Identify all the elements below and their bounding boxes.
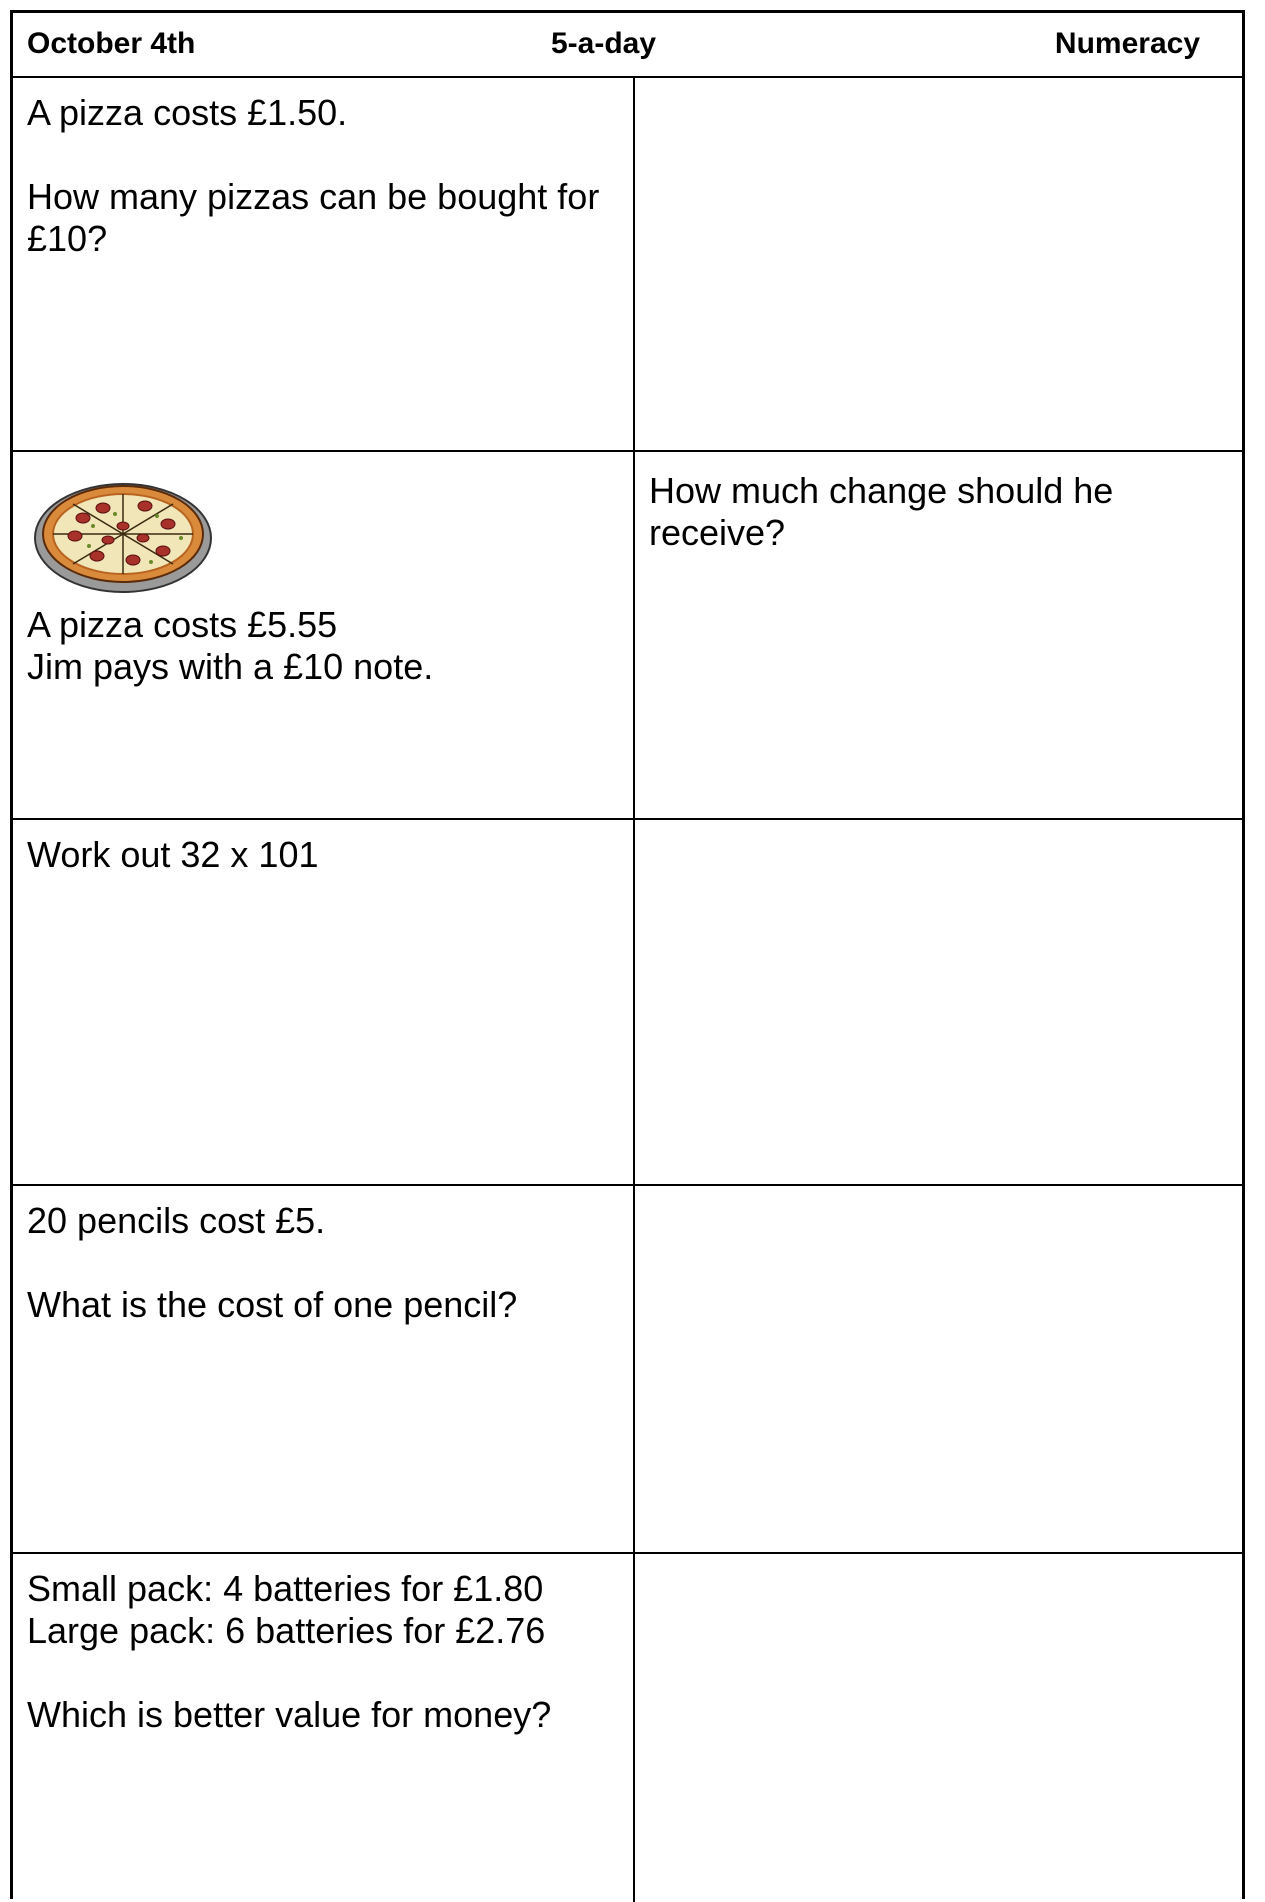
- question-4-text-1: 20 pencils cost £5.: [27, 1200, 326, 1241]
- header-date: October 4th: [27, 27, 196, 60]
- question-2-cell: [13, 452, 635, 818]
- question-5-cell: [13, 1554, 635, 1902]
- header-subject: Numeracy: [1054, 27, 1200, 60]
- question-2-text-2: Jim pays with a £10 note.: [27, 646, 434, 687]
- question-5-text-2: Large pack: 6 batteries for £2.76: [27, 1610, 546, 1651]
- question-row-5: [13, 1554, 1242, 1902]
- question-1-text-2: How many pizzas can be bought for £10?: [27, 176, 600, 259]
- question-3-cell: [13, 820, 635, 1184]
- answer-1-cell[interactable]: [635, 78, 1242, 450]
- pizza-image: [33, 476, 213, 596]
- header-title: 5-a-day: [551, 27, 657, 60]
- question-row-3: [13, 820, 1242, 1186]
- question-4-cell: [13, 1186, 635, 1552]
- question-row-2: [13, 452, 1242, 820]
- question-1-cell: [13, 78, 635, 450]
- answer-4-cell[interactable]: [635, 1186, 1242, 1552]
- worksheet-header: [13, 13, 1242, 78]
- question-5-text-1: Small pack: 4 batteries for £1.80: [27, 1568, 544, 1609]
- answer-2-cell[interactable]: [635, 452, 1242, 818]
- answer-5-cell[interactable]: [635, 1554, 1242, 1902]
- question-5-text-3: Which is better value for money?: [27, 1694, 552, 1735]
- answer-3-cell[interactable]: [635, 820, 1242, 1184]
- question-1-text-1: A pizza costs £1.50.: [27, 92, 348, 133]
- question-3-text-1: Work out 32 x 101: [27, 834, 319, 875]
- question-row-4: [13, 1186, 1242, 1554]
- question-2-prompt: How much change should he receive?: [649, 470, 1114, 553]
- question-row-1: [13, 78, 1242, 452]
- question-4-text-2: What is the cost of one pencil?: [27, 1284, 518, 1325]
- question-2-text-1: A pizza costs £5.55: [27, 604, 338, 645]
- worksheet: [10, 10, 1245, 1899]
